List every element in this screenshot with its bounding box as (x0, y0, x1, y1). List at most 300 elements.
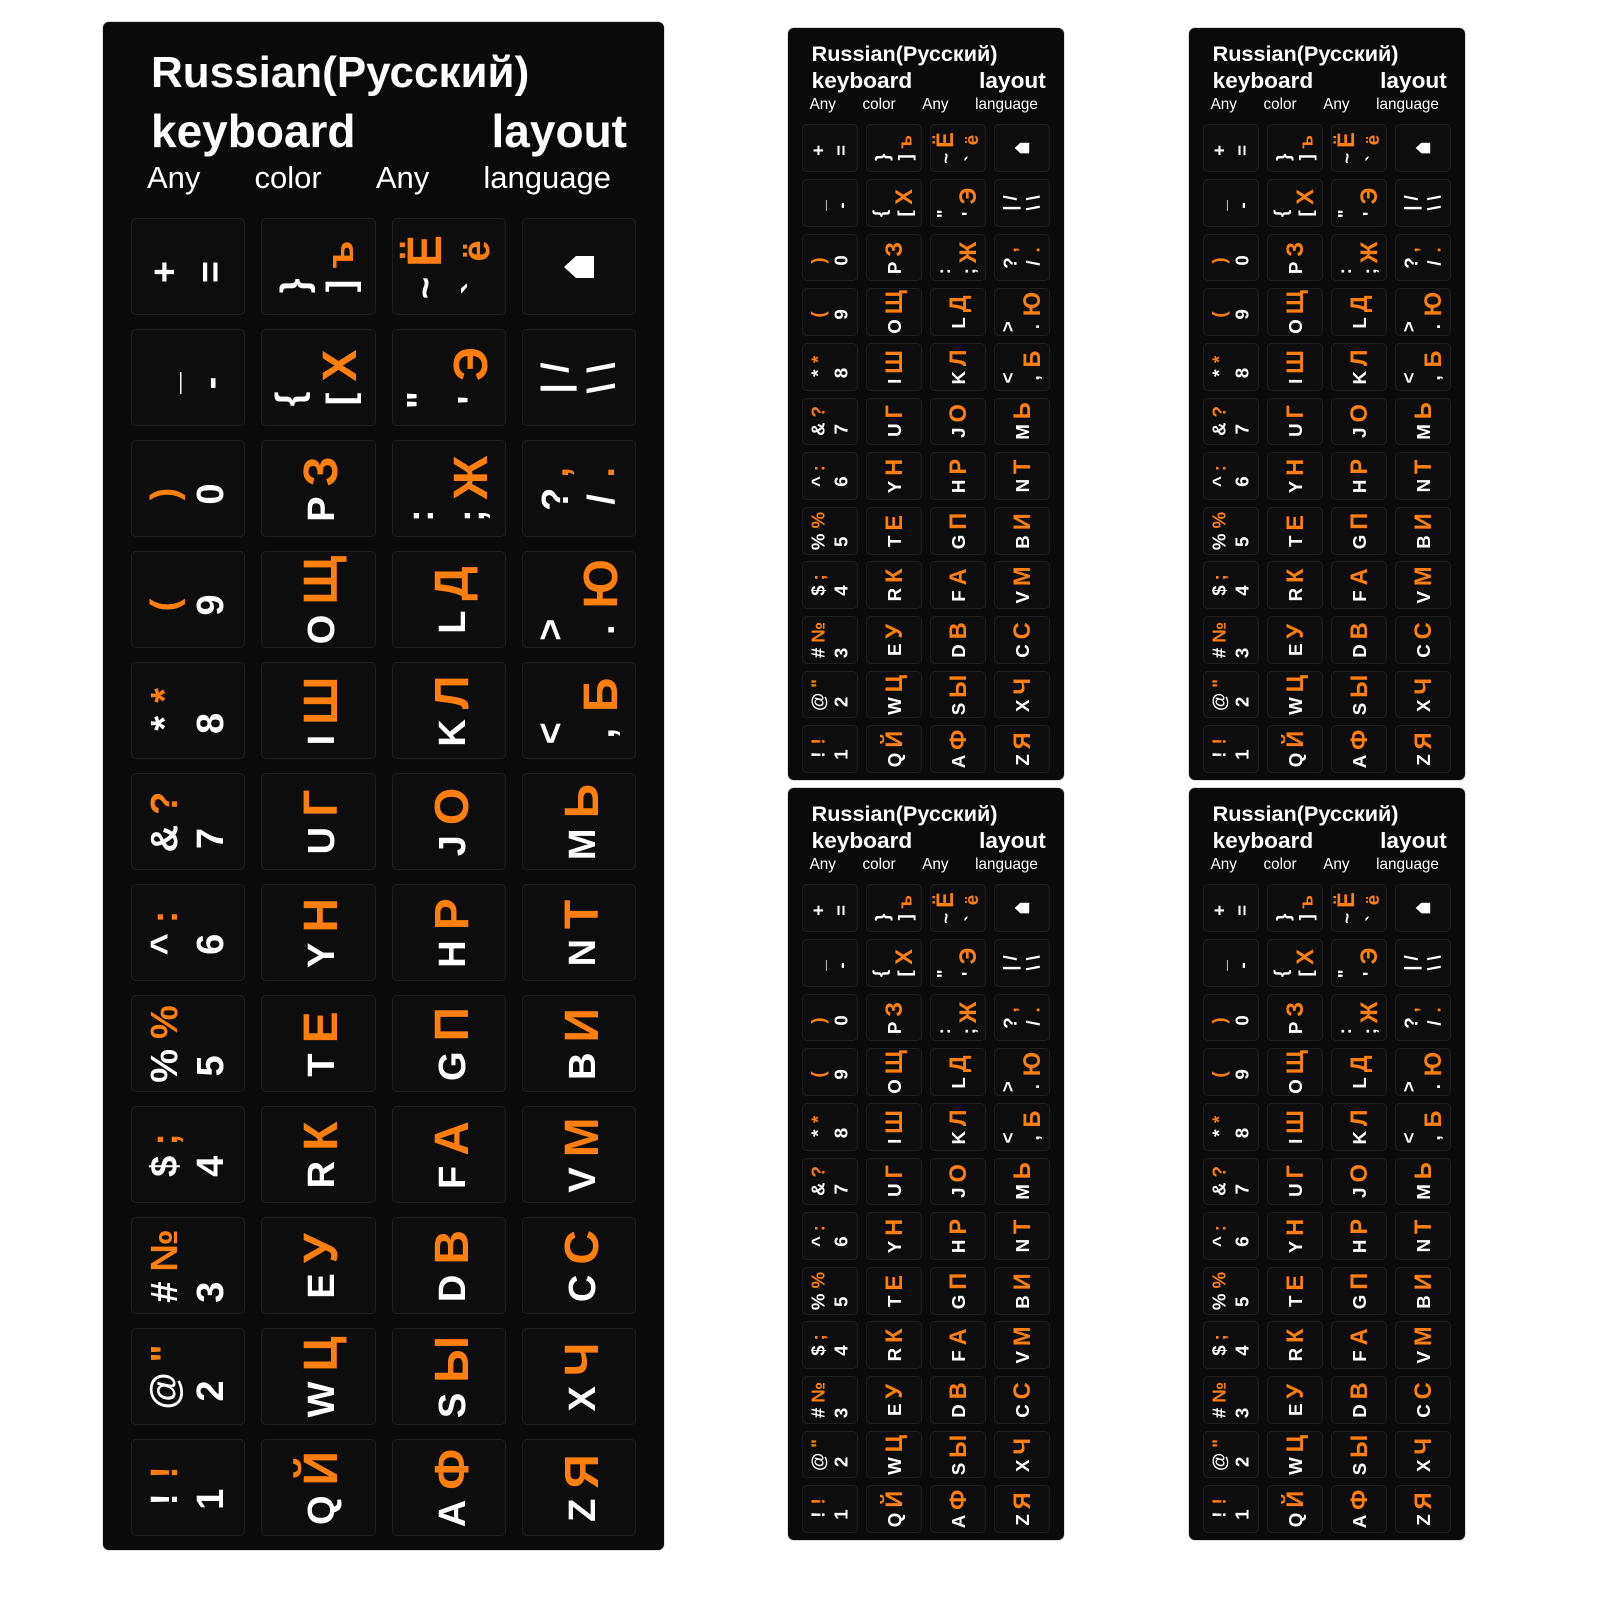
key-glyph: B (1012, 1294, 1034, 1309)
key-glyph: + (144, 260, 187, 283)
key-glyph: 3 (190, 1281, 233, 1303)
key-sticker (802, 1431, 858, 1479)
key-glyph: G (948, 534, 970, 549)
header-tagline-word: Any (147, 160, 201, 195)
key-sticker (1331, 1485, 1387, 1533)
key-glyphs (1210, 1225, 1251, 1247)
key-glyph: И (1010, 1272, 1037, 1290)
key-glyph: { (868, 969, 890, 977)
key-glyph: K (948, 370, 970, 385)
key-sticker (1267, 1431, 1323, 1479)
key-glyph: _ (807, 200, 829, 211)
key-glyphs (880, 1219, 908, 1253)
key-glyph: Я (1411, 732, 1438, 750)
key-glyphs (1210, 1439, 1251, 1471)
key-glyph: T (301, 1052, 344, 1077)
key-glyph: Э (1356, 187, 1383, 205)
key-glyphs (880, 1384, 908, 1416)
key-sticker (930, 1376, 986, 1424)
key-glyphs (880, 515, 908, 547)
key-glyph: I (1285, 378, 1307, 384)
key-glyph: П (946, 512, 973, 530)
key-glyphs (1210, 250, 1251, 265)
key-glyphs (1210, 738, 1251, 760)
key-sticker (1331, 452, 1387, 500)
key-glyphs (1345, 1219, 1373, 1253)
key-glyph: ! (807, 1498, 829, 1505)
key-glyph: Й (1283, 1490, 1310, 1508)
key-sticker (1267, 1485, 1323, 1533)
key-sticker (1395, 1376, 1451, 1424)
sticker-sheet-small-3 (788, 788, 1064, 1540)
key-glyph: В (425, 1229, 479, 1265)
key-glyph: ' (957, 971, 979, 977)
key-sticker (866, 1103, 922, 1151)
key-glyphs (809, 250, 850, 265)
key-glyph: Ц (295, 1336, 349, 1372)
key-glyph: Ь (1411, 402, 1438, 420)
key-glyph: & (807, 1182, 829, 1197)
key-sticker (930, 1321, 986, 1369)
key-glyphs (944, 622, 972, 657)
key-glyph: 2 (190, 1379, 233, 1402)
key-glyph: Н (882, 1218, 909, 1236)
key-sticker (131, 218, 245, 315)
key-sticker (1267, 616, 1323, 664)
key-glyphs (551, 1229, 607, 1301)
key-glyph: X (1413, 1459, 1435, 1472)
key-glyph: ; (1208, 574, 1230, 581)
key-glyph: ё (960, 895, 982, 906)
key-glyph: " (399, 390, 442, 409)
key-glyph: Й (882, 1490, 909, 1508)
key-sticker (1395, 507, 1451, 555)
key-glyphs (1397, 292, 1447, 333)
key-sticker (802, 343, 858, 391)
header-tagline-word: Any (922, 855, 949, 873)
key-glyph: Q (301, 1494, 344, 1525)
key-glyphs (1397, 1110, 1447, 1144)
key-glyph: Ж (1356, 1001, 1383, 1023)
key-glyph: Я (1010, 732, 1037, 750)
key-glyph: У (882, 623, 909, 639)
key-sticker (522, 884, 636, 981)
key-glyph: Г (882, 405, 909, 419)
key-glyphs (809, 1382, 850, 1418)
key-sticker (802, 124, 858, 172)
key-sticker (1395, 288, 1451, 336)
key-glyph: Ь (555, 783, 609, 818)
key-glyphs (880, 459, 908, 493)
key-glyph: Р (946, 458, 973, 475)
key-glyph: 7 (829, 424, 851, 435)
key-glyph: : (144, 910, 187, 923)
key-sticker (1395, 616, 1451, 664)
key-sticker (802, 1376, 858, 1424)
key-glyph: H (948, 1239, 970, 1254)
key-glyph: . (1423, 324, 1445, 330)
key-sticker (1203, 994, 1259, 1042)
key-glyph: ; (144, 1132, 187, 1146)
header-tagline (1211, 96, 1439, 113)
key-glyphs (1333, 892, 1383, 925)
key-glyphs (1281, 1219, 1309, 1253)
header-subtitle (1213, 68, 1447, 94)
key-sticker (866, 725, 922, 773)
key-glyph: 1 (190, 1488, 233, 1510)
key-glyphs (868, 188, 918, 217)
key-glyphs (880, 569, 908, 602)
key-glyph: J (948, 427, 970, 439)
key-glyphs (290, 1121, 349, 1188)
key-sticker (1331, 124, 1387, 172)
key-glyph: * (807, 355, 829, 363)
key-glyph: " (1208, 678, 1230, 688)
key-sticker (131, 884, 245, 981)
key-glyph: 9 (1230, 309, 1252, 320)
key-glyph: % (1208, 1293, 1230, 1310)
key-glyph: ) (1208, 256, 1230, 264)
key-glyphs (1210, 512, 1251, 550)
key-sticker (1395, 1431, 1451, 1479)
key-glyph: ; (450, 508, 493, 522)
key-glyph: } (274, 277, 317, 293)
key-sticker (392, 1328, 506, 1425)
key-glyphs (944, 296, 972, 329)
key-glyph: Б (1420, 1110, 1447, 1128)
key-sticker (1395, 1103, 1451, 1151)
key-glyphs (1210, 1010, 1251, 1025)
key-glyph: R (301, 1160, 344, 1188)
key-sticker (1395, 398, 1451, 446)
key-glyphs (1402, 955, 1443, 970)
key-glyph: 0 (829, 1014, 851, 1026)
key-glyph: [ (1294, 970, 1316, 977)
key-glyph: Z (1413, 1514, 1435, 1526)
key-glyphs (144, 1132, 233, 1177)
key-glyph: П (1347, 512, 1374, 530)
key-glyph: | (999, 965, 1021, 971)
key-glyph: Ш (1283, 349, 1310, 374)
key-glyphs (1409, 733, 1437, 766)
key-sticker (994, 1048, 1050, 1096)
key-sticker (131, 1106, 245, 1203)
key-glyph: U (1285, 423, 1307, 438)
key-glyph: Л (946, 349, 973, 366)
key-glyph: ^ (807, 476, 829, 488)
key-glyph: = (190, 260, 233, 283)
header-keyboard: keyboard (151, 105, 356, 157)
key-glyphs (1345, 1272, 1373, 1308)
key-glyphs (1281, 1435, 1309, 1475)
header-layout: layout (1380, 828, 1447, 854)
key-sticker (1331, 234, 1387, 282)
key-glyph: @ (1208, 692, 1230, 711)
key-sticker (1395, 1485, 1451, 1533)
key-glyph: ; (1358, 1027, 1380, 1034)
key-sticker (930, 1212, 986, 1260)
key-glyphs (534, 466, 623, 511)
key-glyphs (809, 1272, 850, 1310)
key-glyphs (1345, 405, 1373, 439)
key-glyph: ] (1294, 914, 1316, 921)
key-glyphs (1210, 900, 1251, 916)
key-glyphs (880, 624, 908, 656)
key-glyphs (551, 1117, 607, 1192)
key-glyph: B (1413, 1294, 1435, 1309)
key-glyph: У (295, 1232, 349, 1263)
key-glyph: F (948, 590, 970, 603)
key-glyph: | (999, 205, 1021, 211)
key-glyph: ; (1358, 267, 1380, 274)
key-glyphs (1409, 567, 1437, 604)
header-title: Russian(Русский) (811, 40, 998, 66)
key-glyph: I (884, 1138, 906, 1144)
key-glyph: ` (960, 155, 982, 162)
key-glyph: $ (807, 1345, 829, 1357)
key-glyph: ( (807, 1071, 829, 1078)
key-glyphs (809, 679, 850, 711)
key-glyphs (1402, 195, 1443, 210)
header-tagline-word: color (254, 160, 322, 195)
key-glyph: Щ (1283, 1050, 1310, 1075)
key-glyph: 4 (1230, 585, 1252, 597)
key-glyph: Е (1283, 514, 1310, 531)
key-glyph: ' (1358, 211, 1380, 217)
key-sticker (866, 507, 922, 555)
key-sticker (522, 329, 636, 426)
key-glyph: Э (1356, 947, 1383, 965)
key-sticker (930, 1158, 986, 1206)
key-glyph: З (882, 241, 909, 257)
key-glyph: ? (1400, 256, 1422, 269)
key-glyphs (1281, 731, 1309, 767)
key-glyph: \ (1423, 965, 1445, 971)
key-glyphs (1274, 895, 1315, 921)
key-glyph: Я (555, 1453, 609, 1489)
key-glyph: O (1285, 1079, 1307, 1094)
key-glyphs (1281, 1001, 1309, 1033)
key-sticker (1203, 234, 1259, 282)
key-glyph: 4 (829, 585, 851, 597)
key-glyph: 8 (829, 1127, 851, 1139)
key-glyphs (944, 1490, 972, 1529)
key-sticker (522, 1217, 636, 1314)
key-glyphs (1210, 1065, 1251, 1080)
key-glyph: : (1208, 1225, 1230, 1232)
key-glyph: ` (1361, 155, 1383, 162)
key-sticker (994, 1376, 1050, 1424)
key-glyph: Щ (882, 290, 909, 315)
key-glyph: K (948, 1130, 970, 1145)
key-glyph: С (1010, 1382, 1037, 1400)
key-sticker (261, 995, 375, 1092)
key-glyphs (290, 1232, 349, 1299)
key-glyphs (1345, 349, 1373, 384)
key-glyph: # (1208, 1407, 1230, 1419)
key-glyph: ! (1208, 751, 1230, 758)
key-sticker (994, 561, 1050, 609)
key-glyph: 9 (190, 593, 233, 616)
key-sticker (930, 561, 986, 609)
key-glyph: Y (884, 480, 906, 494)
key-glyph: Ю (1019, 1052, 1046, 1077)
key-glyph: V (561, 1166, 604, 1193)
key-sticker (1395, 671, 1451, 719)
key-glyph: В (946, 1382, 973, 1400)
key-glyph: { (269, 391, 312, 406)
key-sticker (1203, 1212, 1259, 1260)
key-glyph: В (946, 622, 973, 640)
key-sticker (392, 440, 506, 537)
key-sticker (802, 507, 858, 555)
key-glyph: 6 (829, 476, 851, 487)
header-tagline-word: Any (922, 95, 949, 113)
key-sticker (866, 1267, 922, 1315)
key-glyph: ; (957, 267, 979, 274)
key-glyphs (551, 899, 607, 966)
key-glyph: + (807, 145, 829, 157)
key-glyph: " (932, 209, 954, 219)
key-sticker (131, 440, 245, 537)
key-glyphs (944, 1165, 972, 1199)
key-sticker (994, 1321, 1050, 1369)
key-glyph: < (996, 372, 1018, 384)
key-sticker (994, 725, 1050, 773)
key-glyph: № (807, 621, 829, 643)
key-glyph: Я (1411, 1492, 1438, 1510)
key-glyphs (868, 948, 918, 977)
key-glyph: \ (1022, 955, 1044, 961)
key-glyph: > (529, 618, 572, 641)
key-glyph: S (948, 702, 970, 715)
key-glyph: < (529, 721, 572, 744)
key-sticker (930, 452, 986, 500)
key-glyph: А (1347, 568, 1374, 586)
key-glyphs (1397, 1052, 1447, 1093)
key-glyph: { (1269, 969, 1291, 977)
key-glyph: Y (884, 1240, 906, 1254)
key-glyph: % (807, 533, 829, 550)
key-glyphs (1269, 948, 1319, 977)
key-sticker (994, 1431, 1050, 1479)
key-glyphs (529, 677, 628, 744)
key-sticker (1331, 671, 1387, 719)
key-glyph: Щ (1283, 290, 1310, 315)
key-glyph: С (555, 1229, 609, 1265)
key-sticker (930, 994, 986, 1042)
key-sticker (866, 343, 922, 391)
key-glyph: ? (999, 256, 1021, 269)
key-glyph: ~ (1336, 153, 1358, 165)
key-sticker (930, 725, 986, 773)
key-glyph: Z (1413, 754, 1435, 766)
key-glyph: Л (946, 1109, 973, 1126)
key-glyph: У (1283, 623, 1310, 639)
key-glyphs (1281, 290, 1309, 334)
key-sticker (802, 671, 858, 719)
key-glyphs (1345, 1490, 1373, 1529)
key-glyph: Ч (1411, 677, 1438, 695)
key-sticker (522, 662, 636, 759)
key-sticker (1203, 1485, 1259, 1533)
key-sticker (261, 773, 375, 870)
key-glyph: 6 (190, 933, 233, 955)
key-glyphs (1210, 407, 1251, 437)
header-tagline (810, 856, 1038, 873)
key-sticker (522, 995, 636, 1092)
key-glyph: 2 (829, 1456, 851, 1467)
key-glyph: > (1397, 1081, 1419, 1093)
key-glyph: Ё (1333, 892, 1360, 909)
key-glyphs (1281, 1110, 1309, 1144)
key-glyph: U (884, 423, 906, 438)
sticker-sheet-small-4 (1189, 788, 1465, 1540)
key-sticker (930, 1103, 986, 1151)
key-sticker (802, 398, 858, 446)
key-sticker (994, 343, 1050, 391)
key-glyph: З (1283, 241, 1310, 257)
key-glyph: / (580, 493, 623, 505)
key-glyphs (144, 362, 233, 394)
key-sticker (930, 507, 986, 555)
key-sticker (994, 234, 1050, 282)
key-glyph: % (807, 1293, 829, 1310)
key-glyph: U (1285, 1183, 1307, 1198)
key-glyph: Л (425, 674, 479, 709)
key-glyph: Н (882, 458, 909, 476)
key-glyph: Ы (1347, 674, 1374, 698)
key-glyph: I (301, 734, 344, 745)
key-sticker (1267, 1267, 1323, 1315)
key-sticker (802, 1158, 858, 1206)
key-glyphs (1210, 1116, 1251, 1139)
key-glyph: Ш (882, 349, 909, 374)
key-sticker (1203, 124, 1259, 172)
key-glyph: Г (1283, 405, 1310, 419)
key-sticker (1395, 1158, 1451, 1206)
key-glyphs (144, 1228, 233, 1303)
key-glyphs (1210, 356, 1251, 379)
key-glyphs (144, 250, 233, 283)
key-glyph: . (1022, 324, 1044, 330)
header-tagline-word: language (975, 855, 1038, 873)
key-glyph: Б (1019, 1110, 1046, 1128)
key-glyphs (1333, 187, 1383, 219)
key-glyph: G (1349, 534, 1371, 549)
key-glyph: Б (574, 677, 628, 712)
key-glyph: N (1012, 1238, 1034, 1253)
key-glyphs (1345, 622, 1373, 657)
key-glyph: / (999, 195, 1021, 201)
key-glyphs (551, 783, 607, 859)
key-glyph: Т (1010, 1219, 1037, 1235)
key-glyph: , (1423, 1135, 1445, 1141)
key-glyphs (944, 459, 972, 493)
key-sticker (866, 1158, 922, 1206)
key-glyph: Д (946, 295, 973, 313)
key-glyph: $ (144, 1155, 187, 1177)
key-sticker (522, 551, 636, 648)
key-sticker (261, 662, 375, 759)
key-glyph: . (580, 466, 623, 478)
header-tagline-word: Any (1210, 855, 1237, 873)
key-glyph: Е (882, 1274, 909, 1291)
header-tagline-word: Any (1323, 855, 1350, 873)
key-sticker (1267, 1376, 1323, 1424)
key-glyph: 1 (829, 1509, 851, 1520)
key-sticker (1331, 1158, 1387, 1206)
